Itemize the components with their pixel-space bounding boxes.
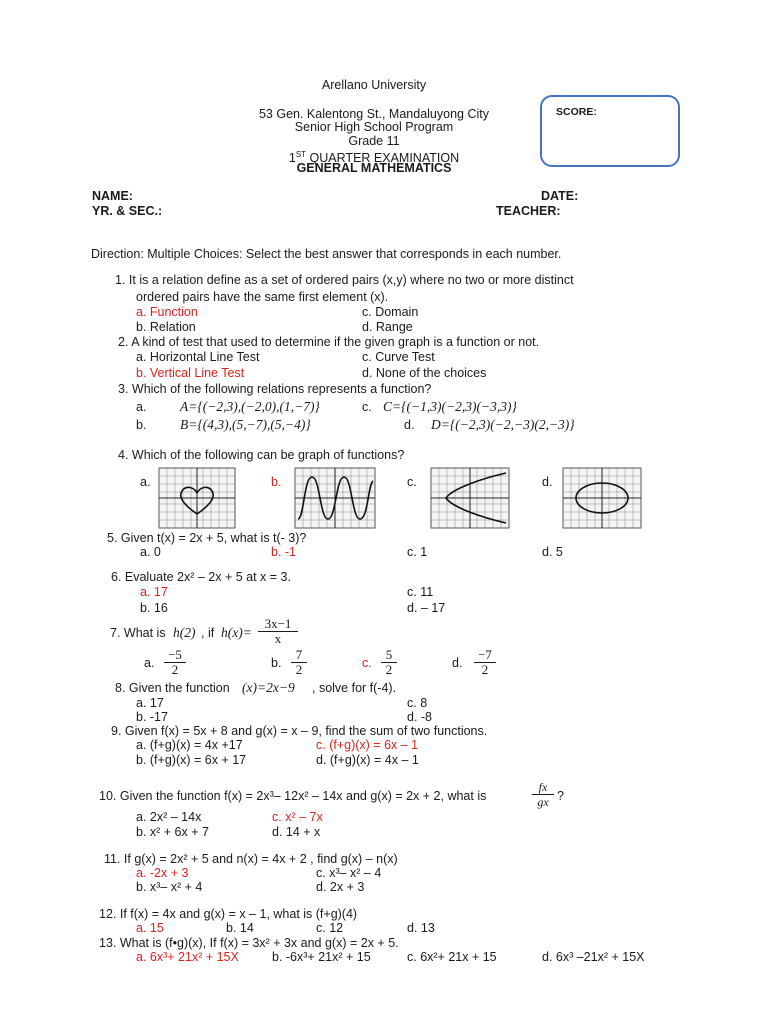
exam-title: 1ST QUARTER EXAMINATION	[288, 150, 460, 166]
q1-choice-a: a. Function	[136, 305, 198, 319]
teacher-label: TEACHER:	[496, 204, 561, 218]
q10-fraction	[532, 780, 554, 809]
q13-choice-a: a. 6x³+ 21x² + 15X	[136, 950, 239, 964]
q4-label-d: d.	[542, 475, 553, 489]
graph-a-heart	[158, 467, 236, 529]
q13-choice-b: b. -6x³+ 21x² + 15	[272, 950, 371, 964]
score-box	[540, 95, 680, 167]
q12-choice-d: d. 13	[407, 921, 435, 935]
q2-choice-c: c. Curve Test	[362, 350, 435, 364]
graph-d-ellipse	[562, 467, 642, 529]
q6-choice-b: b. 16	[140, 601, 168, 615]
q10-choice-b: b. x² + 6x + 7	[136, 825, 209, 839]
q7-b-den: 2	[295, 662, 303, 677]
q2-text: 2. A kind of test that used to determine if the given graph is a function or not.	[118, 335, 540, 349]
q3-label-c: c.	[362, 400, 372, 414]
q7-fraction-den: x	[274, 631, 282, 646]
q1-text-line2: ordered pairs have the same first element (x).	[136, 290, 389, 304]
q7-choice-a-frac	[164, 648, 186, 677]
q7-c-den: 2	[385, 662, 393, 677]
q7-b-num: 7	[291, 648, 307, 663]
q12-choice-a: a. 15	[136, 921, 164, 935]
q10-choice-d: d. 14 + x	[272, 825, 321, 839]
q10-fraction-num: fx	[532, 780, 554, 795]
q2-choice-a: a. Horizontal Line Test	[136, 350, 260, 364]
q1-choice-c: c. Domain	[362, 305, 419, 319]
program: Senior High School Program	[294, 120, 454, 134]
yr-sec-label: YR. & SEC.:	[92, 204, 163, 218]
q7-choice-c: c.	[362, 656, 372, 670]
q10-fraction-den: gx	[537, 795, 549, 809]
q2-choice-b: b. Vertical Line Test	[136, 366, 245, 380]
subject-title: GENERAL MATHEMATICS	[296, 161, 452, 175]
q12-text: 12. If f(x) = 4x and g(x) = x – 1, what is (f+g)(4)	[99, 907, 358, 921]
q7-text-b: , if	[201, 626, 215, 640]
name-label: NAME:	[92, 189, 133, 203]
q5-text: 5. Given t(x) = 2x + 5, what is t(- 3)?	[107, 531, 307, 545]
q6-choice-a: a. 17	[140, 585, 168, 599]
q7-fraction-num: 3x−1	[258, 617, 298, 632]
q7-d-num: −7	[474, 648, 496, 663]
q9-choice-b: b. (f+g)(x) = 6x + 17	[136, 753, 247, 767]
direction: Direction: Multiple Choices: Select the best answer that corresponds in each number.	[91, 247, 562, 261]
q9-choice-c: c. (f+g)(x) = 6x – 1	[316, 738, 419, 752]
q7-a-num: −5	[164, 648, 186, 663]
q8-text-a: 8. Given the function	[115, 681, 230, 695]
q10-question-mark: ?	[557, 789, 564, 803]
q7-choice-d: d.	[452, 656, 463, 670]
q1-text-line1: 1. It is a relation define as a set of ordered pairs (x,y) where no two or more distinct	[115, 273, 574, 287]
q7-choice-b: b.	[271, 656, 282, 670]
graph-b-sine	[294, 467, 376, 529]
q11-choice-b: b. x³– x² + 4	[136, 880, 203, 894]
grade: Grade 11	[348, 134, 400, 148]
q11-text: 11. If g(x) = 2x² + 5 and n(x) = 4x + 2 , find g(x) – n(x)	[104, 852, 398, 866]
q2-choice-d: d. None of the choices	[362, 366, 487, 380]
q6-choice-c: c. 11	[407, 585, 434, 599]
q7-h2: h(2)	[173, 625, 196, 640]
q3-set-a: A={(−2,3),(−2,0),(1,−7)}	[180, 399, 320, 414]
q7-hx: h(x)=	[221, 625, 252, 640]
q1-choice-d: d. Range	[362, 320, 413, 334]
q3-label-a: a.	[136, 400, 147, 414]
q11-choice-c: c. x³– x² – 4	[316, 866, 382, 880]
q3-set-b: B={(4,3),(5,−7),(5,−4)}	[180, 417, 311, 432]
q12-choice-c: c. 12	[316, 921, 344, 935]
address: 53 Gen. Kalentong St., Mandaluyong City	[258, 107, 489, 121]
q8-text-b: , solve for f(-4).	[312, 681, 397, 695]
q8-choice-c: c. 8	[407, 696, 428, 710]
q3-set-c: C={(−1,3)(−2,3)(−3,3)}	[383, 399, 517, 414]
score-label: SCORE:	[556, 106, 597, 118]
q10-text: 10. Given the function f(x) = 2x³– 12x² – 14x and g(x) = 2x + 2, what is	[99, 789, 487, 803]
q3-label-b: b.	[136, 418, 147, 432]
q6-text: 6. Evaluate 2x² – 2x + 5 at x = 3.	[111, 570, 291, 584]
q7-choice-c-frac	[381, 648, 397, 677]
q4-label-a: a.	[140, 475, 151, 489]
q3-set-d: D={(−2,3)(−2,−3)(2,−3)}	[431, 417, 575, 432]
q5-choice-b: b. -1	[271, 545, 297, 559]
q7-a-den: 2	[171, 662, 179, 677]
q7-d-den: 2	[481, 662, 489, 677]
q13-text: 13. What is (f•g)(x), If f(x) = 3x² + 3x and g(x) = 2x + 5.	[99, 936, 399, 950]
q5-choice-a: a. 0	[140, 545, 161, 559]
q3-label-d: d.	[404, 418, 415, 432]
university-name: Arellano University	[321, 78, 427, 92]
q7-c-num: 5	[381, 648, 397, 663]
q5-choice-d: d. 5	[542, 545, 563, 559]
q7-choice-b-frac	[291, 648, 307, 677]
q11-choice-d: d. 2x + 3	[316, 880, 365, 894]
q9-choice-a: a. (f+g)(x) = 4x +17	[136, 738, 243, 752]
q4-text: 4. Which of the following can be graph of functions?	[118, 448, 405, 462]
q7-choice-a: a.	[144, 656, 155, 670]
q7-text-a: 7. What is	[110, 626, 166, 640]
q10-choice-a: a. 2x² – 14x	[136, 810, 202, 824]
q13-choice-d: d. 6x³ –21x² + 15X	[542, 950, 645, 964]
q6-choice-d: d. – 17	[407, 601, 446, 615]
q4-label-c: c.	[407, 475, 417, 489]
q9-text: 9. Given f(x) = 5x + 8 and g(x) = x – 9, find the sum of two functions.	[111, 724, 488, 738]
date-label: DATE:	[541, 189, 579, 203]
q8-choice-b: b. -17	[136, 710, 168, 724]
q1-choice-b: b. Relation	[136, 320, 196, 334]
q11-choice-a: a. -2x + 3	[136, 866, 189, 880]
q5-choice-c: c. 1	[407, 545, 428, 559]
q7-choice-d-frac	[474, 648, 496, 677]
graph-c-sideways-parabola	[430, 467, 510, 529]
q8-choice-d: d. -8	[407, 710, 433, 724]
q3-text: 3. Which of the following relations represents a function?	[118, 382, 432, 396]
q8-function: (x)=2x−9	[242, 680, 295, 695]
q10-choice-c: c. x² – 7x	[272, 810, 323, 824]
q13-choice-c: c. 6x²+ 21x + 15	[407, 950, 497, 964]
q7-fraction	[258, 617, 298, 646]
q8-choice-a: a. 17	[136, 696, 164, 710]
q12-choice-b: b. 14	[226, 921, 254, 935]
q9-choice-d: d. (f+g)(x) = 4x – 1	[316, 753, 419, 767]
q4-label-b: b.	[271, 475, 282, 489]
